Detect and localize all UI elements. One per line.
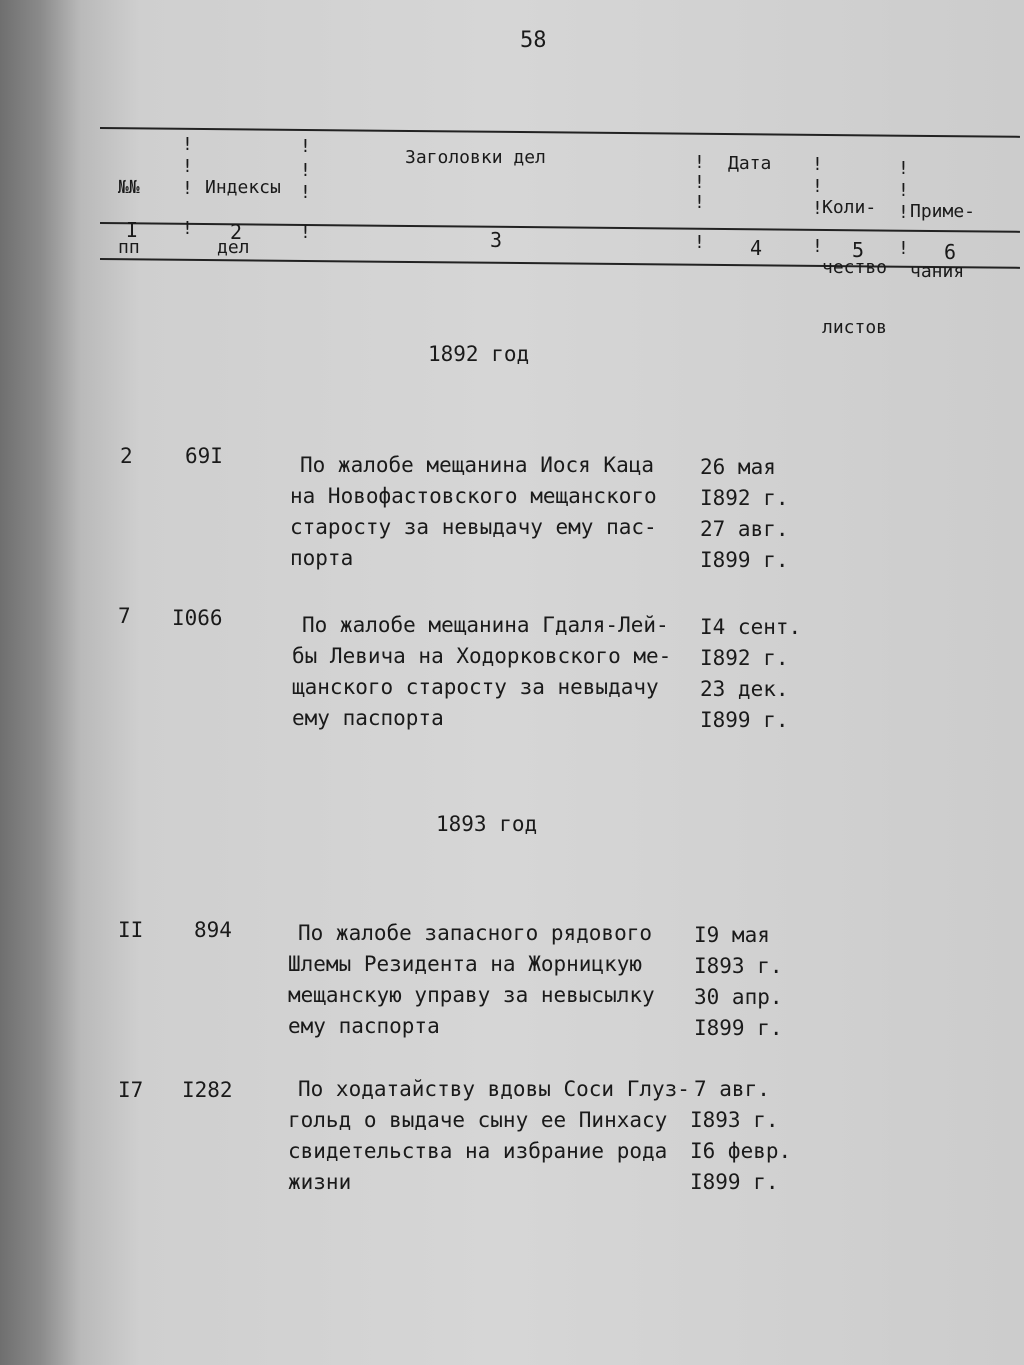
entry-index: I282 (182, 1078, 233, 1102)
entry-index: I066 (172, 606, 223, 630)
year-heading-1892: 1892 год (428, 342, 530, 366)
entry-date: I4 сент. I892 г. 23 дек. I899 г. (700, 615, 802, 732)
entry-title: По жалобе запасного рядового Шлемы Резидента на Жорницкую мещанскую управу за невысылку ему паспорта (288, 921, 655, 1038)
entry-date: 7 авг. I893 г. I6 февр. I899 г. (690, 1077, 792, 1194)
header-col1-line1: №№ (118, 177, 140, 198)
header-col1-line2: пп (118, 237, 140, 258)
col-num-5: 5 (852, 238, 865, 262)
page-number: 58 (520, 28, 547, 53)
entry-title: По жалобе мещанина Гдаля-Лей- бы Левича на Ходорковского ме- щанского старосту за невыдачу ему паспорта (292, 613, 672, 730)
header-col6-line1: Приме- (910, 201, 976, 222)
col-num-3: 3 (490, 228, 503, 252)
header-col2-line1: Индексы (205, 177, 281, 198)
entry-number: II (118, 918, 144, 942)
entry-index: 69I (185, 444, 223, 468)
header-col6-line2: чания (910, 261, 965, 282)
entry-title: По ходатайству вдовы Соси Глуз- гольд о выдаче сыну ее Пинхасу свидетельства на избрание рода жизни (288, 1077, 690, 1194)
table-rule-top (100, 127, 1020, 138)
entry-index: 894 (194, 918, 232, 942)
entry-number: I7 (118, 1078, 144, 1102)
entry-date: I9 мая I893 г. 30 апр. I899 г. (694, 923, 783, 1040)
col-num-2: 2 (230, 220, 243, 244)
col-num-6: 6 (944, 240, 957, 264)
header-col5-line3: листов (822, 317, 888, 338)
header-col1 (118, 138, 140, 278)
header-col5-line2: чество (822, 257, 888, 278)
entry-date: 26 мая I892 г. 27 авг. I899 г. (700, 455, 789, 572)
year-heading-1893: 1893 год (436, 812, 538, 836)
header-col2 (205, 138, 281, 278)
header-col4: Дата (728, 153, 772, 174)
entry-number: 7 (118, 604, 131, 628)
entry-number: 2 (120, 444, 133, 468)
entry-title: По жалобе мещанина Иося Каца на Новофастовского мещанского старосту за невыдачу ему пас- порта (290, 453, 657, 570)
header-col3: Заголовки дел (405, 147, 546, 168)
header-col5-line1: Коли- (822, 197, 877, 218)
col-num-4: 4 (750, 236, 763, 260)
header-col6 (910, 162, 975, 302)
header-col2-line2: дел (217, 237, 250, 258)
col-num-1: I (126, 218, 139, 242)
